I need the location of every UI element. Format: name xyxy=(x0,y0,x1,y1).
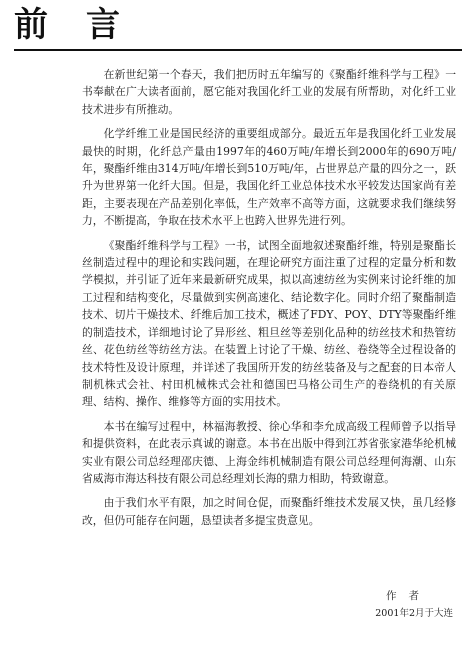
paragraph-2: 化学纤维工业是国民经济的重要组成部分。最近五年是我国化纤工业发展最快的时期，化纤总产量由1997年的460万吨/年增长到2000年的690万吨/年，聚酯纤维由314万吨/年增长到510万吨/年，占世界总产量的四分之一，跃升为世界第一化纤大国。但是，我国化纤工业总体技术水平较发达国家尚有差距，主要表现在产品差别化率低，生产效率不高等方面，这就要求我们继续努力，不断提高，争取在技术水平上也跨入世界先进行列。 xyxy=(82,127,456,228)
preface-body xyxy=(82,66,456,536)
page-title xyxy=(14,4,120,46)
author-signature: 作者 xyxy=(386,590,431,602)
signature-date: 2001年2月于大连 xyxy=(375,608,453,619)
paragraph-3: 《聚酯纤维科学与工程》一书，试图全面地叙述聚酯纤维，特别是聚酯长丝制造过程中的理论和实践问题，在理论研究方面注重了过程的定量分析和数学模拟，并引证了近年来最新研究成果，拟以高速纺丝为实例来讨论纤维的加工过程和结构变化，尽量做到实例高速化、结论数字化。同时介绍了聚酯制造技术、切片干燥技术、纤维后加工技术，概述了FDY、POY、DTY等聚酯纤维的制造技术，详细地讨论了异形丝、粗旦丝等差别化品种的纺丝技术和热管纺丝、花色纺丝等纺丝方法。在装置上讨论了干燥、纺丝、卷绕等全过程设备的技术特性及设计原理，并详述了我国所开发的纺丝装备及与之配套的日本帝人制机株式会社、村田机械株式会社和德国巴马格公司生产的卷绕机的有关原理、结构、操作、维修等方面的实用技术。 xyxy=(82,238,456,409)
title-divider xyxy=(14,49,462,51)
title-char-1: 前 xyxy=(14,5,48,45)
paragraph-5: 由于我们水平有限，加之时间仓促，而聚酯纤维技术发展又快，虽几经修改，但仍可能存在问题，恳望读者多提宝贵意见。 xyxy=(82,496,456,527)
title-char-2: 言 xyxy=(86,5,120,45)
paragraph-1: 在新世纪第一个春天，我们把历时五年编写的《聚酯纤维科学与工程》一书奉献在广大读者面前，愿它能对我国化纤工业的发展有所帮助，对化纤工业技术进步有所推动。 xyxy=(82,68,456,116)
paragraph-4: 本书在编写过程中，林福海教授、徐心华和李允成高级工程师曾予以指导和提供资料，在此表示真诚的谢意。本书在出版中得到江苏省张家港华纶机械实业有限公司总经理邵庆德、上海金纬机械制造有限公司总经理何海潮、山东省威海市海达科技有限公司总经理刘长海的鼎力相助，特致谢意。 xyxy=(82,419,456,485)
signature-block xyxy=(375,588,453,622)
